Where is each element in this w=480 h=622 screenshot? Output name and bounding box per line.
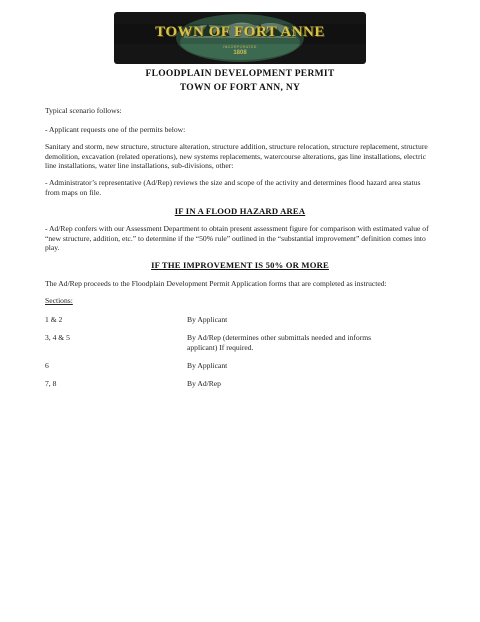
section-number: 7, 8 [45,379,57,388]
intro-text: Typical scenario follows: [45,106,122,115]
logo-incorporated: INCORPORATED [223,45,257,49]
section-responsible: By Applicant [187,361,228,370]
document-title: FLOODPLAIN DEVELOPMENT PERMIT [145,69,335,79]
step-application-forms: The Ad/Rep proceeds to the Floodplain Development Permit Application forms that are completed as instructed: [45,279,387,288]
section-number: 1 & 2 [45,315,63,324]
logo-wordmark: TOWN OF FORT ANNE [155,24,325,40]
step-applicant-request: - Applicant requests one of the permits below: [45,125,186,134]
section-responsible: By Applicant [187,315,228,324]
section-responsible: By Ad/Rep (determines other submittals needed and informs applicant) If required. [187,333,372,352]
permit-types-list: Sanitary and storm, new structure, structure alteration, structure addition, structure relocation, structure replacement, structure demolition, excavation (related operations), new systems replacements, watercourse alterations, gas line installations, electric line installations, water line installations, sub-divisions, other: [45,142,428,171]
sections-label: Sections: [45,296,73,305]
document-subtitle: TOWN OF FORT ANN, NY [179,83,301,93]
improvement-heading: IF THE IMPROVEMENT IS 50% OR MORE [151,260,329,270]
town-logo [114,12,366,64]
section-responsible: By Ad/Rep [187,379,221,388]
section-number: 3, 4 & 5 [45,333,70,342]
step-assessment: - Ad/Rep confers with our Assessment Department to obtain present assessment figure for comparison with estimated value of “new structure, addition, etc.” to determine if the “50% rule” outlined in the “substantial improvement” definition comes into play. [45,224,429,253]
step-admin-review: - Administrator’s representative (Ad/Rep) reviews the size and scope of the activity and determines flood hazard area status from maps on file. [45,178,421,197]
logo-year: 1808 [233,50,247,56]
section-number: 6 [45,361,49,370]
flood-hazard-heading: IF IN A FLOOD HAZARD AREA [174,206,306,216]
